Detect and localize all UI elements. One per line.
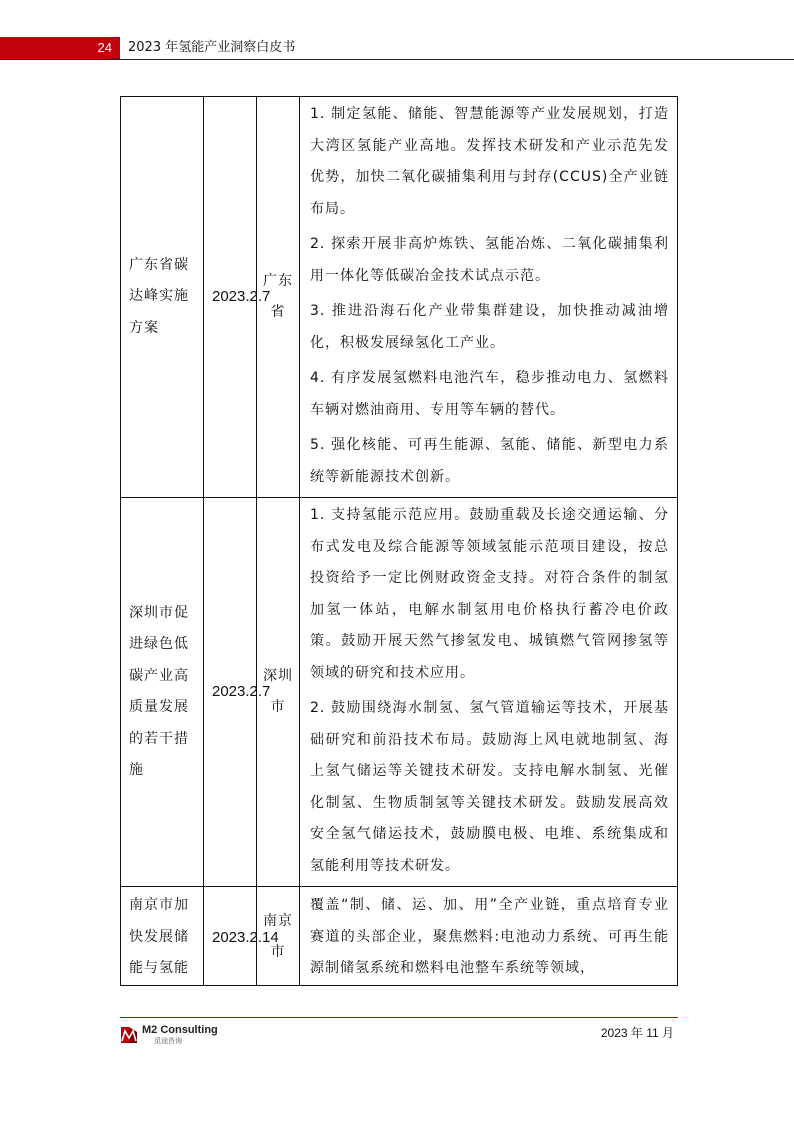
table-row <box>121 97 678 498</box>
policy-region: 广东省 <box>263 272 293 320</box>
policy-name: 广东省碳达峰实施方案 <box>129 256 189 336</box>
policy-region-cell <box>257 887 300 986</box>
company-logo <box>120 1024 260 1046</box>
policy-content-cell <box>300 97 678 498</box>
footer-divider <box>120 1017 678 1018</box>
policy-name-cell <box>121 887 204 986</box>
content-paragraph: 2. 鼓励围绕海水制氢、氢气管道输运等技术，开展基础研究和前沿技术布局。鼓励海上风电就地制氢、海上氢气储运等关键技术研发。支持电解水制氢、光催化制氢、生物质制氢等关键技术研发。鼓励发展高效安全氢气储运技术，鼓励膜电极、电堆、系统集成和氢能利用等技术研发。 <box>310 700 669 874</box>
logo-name: M2 Consulting <box>142 1024 218 1036</box>
content-paragraph: 1. 制定氢能、储能、智慧能源等产业发展规划，打造大湾区氢能产业高地。发挥技术研发和产业示范先发优势，加快二氧化碳捕集利用与封存(CCUS)全产业链布局。 <box>310 106 669 217</box>
policy-content-cell <box>300 887 678 986</box>
table-row <box>121 887 678 986</box>
policy-name-cell <box>121 97 204 498</box>
logo-subtitle: 觅途咨询 <box>154 1037 182 1045</box>
content-paragraph: 1. 支持氢能示范应用。鼓励重载及长途交通运输、分布式发电及综合能源等领域氢能示范项目建设，按总投资给予一定比例财政资金支持。对符合条件的制氢加氢一体站，电解水制氢用电价格执行蓄冷电价政策。鼓励开展天然气掺氢发电、城镇燃气管网掺氢等领域的研究和技术应用。 <box>310 507 669 681</box>
page-header <box>0 37 794 60</box>
policy-content-cell <box>300 498 678 887</box>
policy-region: 深圳市 <box>263 667 293 715</box>
policy-name-cell <box>121 498 204 887</box>
content-paragraph: 2. 探索开展非高炉炼铁、氢能冶炼、二氧化碳捕集利用一体化等低碳冶金技术试点示范。 <box>310 236 669 284</box>
content-paragraph: 覆盖“制、储、运、加、用”全产业链，重点培育专业赛道的头部企业，聚焦燃料:电池动力系统、可再生能源制储氢系统和燃料电池整车系统等领域， <box>310 897 669 976</box>
content-paragraph: 3. 推进沿海石化产业带集群建设，加快推动减油增化，积极发展绿氢化工产业。 <box>310 303 669 351</box>
policy-date: 2023.2.14 <box>212 928 279 946</box>
policy-date: 2023.2.7 <box>212 288 271 306</box>
policy-name: 南京市加快发展储能与氢能 <box>129 897 189 976</box>
page-number: 24 <box>0 37 120 59</box>
policy-region: 南京市 <box>263 912 293 961</box>
content-paragraph: 5. 强化核能、可再生能源、氢能、储能、新型电力系统等新能源技术创新。 <box>310 437 669 485</box>
footer-date: 2023 年 11 月 <box>600 1026 674 1040</box>
m2-logo-icon <box>120 1024 138 1046</box>
policy-date-cell <box>204 498 271 887</box>
policy-table <box>120 96 678 986</box>
table-row <box>121 498 678 887</box>
document-title: 2023 年氢能产业洞察白皮书 <box>128 40 296 55</box>
policy-date: 2023.2.7 <box>212 683 271 701</box>
content-paragraph: 4. 有序发展氢燃料电池汽车，稳步推动电力、氢燃料车辆对燃油商用、专用等车辆的替代。 <box>310 370 669 418</box>
policy-name: 深圳市促进绿色低碳产业高质量发展的若干措施 <box>129 604 189 778</box>
policy-date-cell <box>204 97 271 498</box>
